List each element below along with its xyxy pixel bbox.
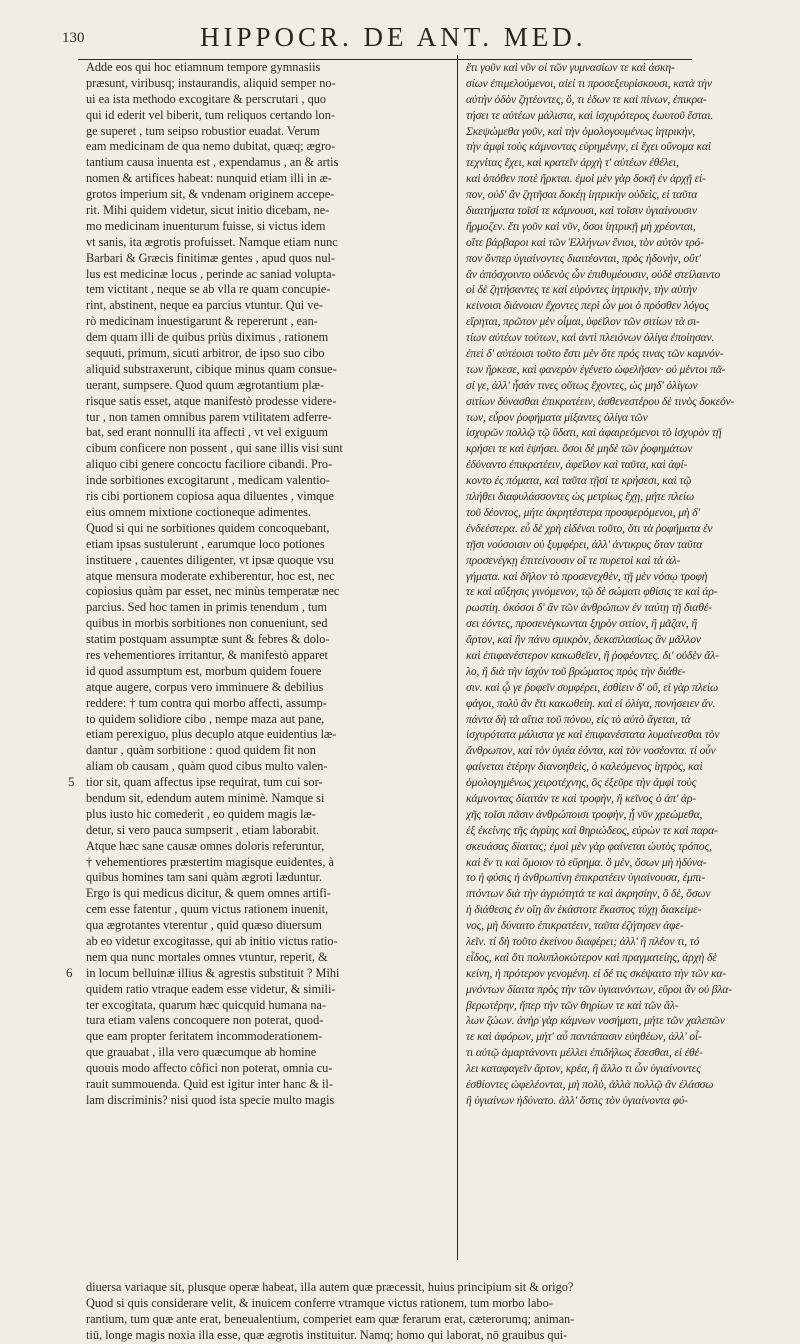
greek-text-line: των, εὗρον ῥοφήματα μίξαντες ὀλίγα τῶν [466, 410, 648, 424]
greek-text-line: καὶ ὁπόθεν ποτὲ ἤρκται. ἐμοὶ μὲν γὰρ δοκῆ ἐν ἀρχῇ εἰ- [466, 172, 706, 186]
latin-text-line: atque augere, corpus vero imminuere & debilius [86, 679, 324, 694]
latin-text-line: ris cibi portionem copiosa aqua diluentes , vimque [86, 489, 334, 504]
page-header [0, 20, 800, 60]
greek-text-line: κοντο ἐς πόματα, καὶ ταῦτα τῇσί τε κρήσεσι, καὶ τῷ [466, 474, 692, 488]
latin-text-line: ui ea ista methodo excogitare & perscrutari , quo [86, 91, 327, 106]
running-head: HIPPOCR. DE ANT. MED. [200, 22, 587, 52]
latin-text-line: ge superet , tum seipso robustior euadat. Verum [86, 123, 320, 138]
latin-text-line: atque mensura moderate exhiberentur, hoc est, nec [86, 568, 335, 583]
latin-text-line: ter excogitata, quarum hæc quicquid humana na- [86, 997, 327, 1012]
greek-text-line: τεχνίτας ἔχει, καὶ κρατεῖν ἀρχὴ τ' αὐτέων ἐθέλει, [466, 156, 679, 170]
greek-text-line: πάντα δὴ τὰ αἴτια τοῦ πόνου, εἰς τὸ αὐτὸ ἄγεται, τὰ [466, 712, 691, 726]
latin-text-line: dem quam illi de quibus priùs diximus , rationem [86, 330, 329, 345]
footer-text-line: tiū, longe magis noxia illa esse, quæ ægrotis instituitur. Namq; homo qui laborat, nō grauibus qui- [86, 1327, 568, 1342]
latin-text-line: res vehementiores irritantur, & manifestò apparet [86, 647, 328, 662]
latin-text-line: eius omnem mixtione coctioneque adimentes. [86, 504, 312, 519]
latin-text-line: Quod si qui ne sorbitiones quidem concoquebant, [86, 520, 330, 535]
latin-text-line: que eam propter feritatem incommoderationem- [86, 1029, 323, 1044]
greek-text-line: τι αὐτῷ ἁμαρτάνοντι μέλλει ἐπιδήλως ἔσεσθαι, εἰ ἐθέ- [466, 1046, 703, 1060]
greek-text-line: ἄνθρωπον, καὶ τὸν ὑγιέα ἐόντα, καὶ τὸν νοσέοντα. τί οὖν [466, 744, 716, 758]
greek-text-line: λων ζώων. ἀνὴρ γὰρ κάμνων νοσήματι, μήτε τῶν χαλεπῶν [466, 1014, 725, 1028]
latin-text-line: tior sit, quam affectus ipse requirat, tum cui sor- [86, 775, 323, 790]
greek-text-line: ἰσχυρότατα μάλιστα γε καὶ ἐπιφανέστατα λυμαίνεσθαι τὸν [466, 728, 720, 742]
latin-text-line: aliam ob causam , quàm quod cibus multo valen- [86, 759, 328, 774]
latin-text-line: tura etiam valens concoquere non poterat, quod- [86, 1013, 324, 1028]
latin-text-line: quouis modo affecto côfici non poterat, omnia cu- [86, 1061, 333, 1076]
latin-text-line: in locum belluinæ illius & agrestis substituit ? Mihi [86, 965, 340, 980]
latin-text-line: aliquo cibi genere concoctu faciliore cibandi. Pro- [86, 457, 333, 472]
greek-text-line: ἄρτον, καὶ ἢν πάνυ σμικρὸν, δεκαπλασίως ἂν μᾶλλον [466, 633, 701, 647]
latin-text-line: mo medicinam inuenturum fuisse, si victus idem [86, 218, 326, 233]
latin-text-line: uerant, sumpsere. Quod quum ægrotantium plæ- [86, 377, 325, 392]
latin-text-line: præsunt, viribusq; instaurandis, aliquid semper no- [86, 75, 336, 90]
greek-text-line: ἐδύναντο ἐπικρατέειν, ἀφεῖλον καὶ ταῦτα, καὶ ἀφί- [466, 458, 688, 472]
latin-text-line: vt sanis, ita ægrotis profuisset. Namque etiam nunc [86, 234, 338, 249]
greek-text-line: σιτίων δύνασθαι ἐπικρατέειν, ἀσθενεστέρου δὲ τινὸς δοκεόν- [466, 394, 735, 408]
greek-text-line: Σκεψώμεθα γοῦν, καὶ τὴν ὁμολογουμένως ἰητρικὴν, [466, 124, 696, 138]
greek-text-line: φαίνεται ἑτέρην διανοηθεὶς, ὁ καλεόμενος ἰητρὸς, καὶ [466, 760, 703, 774]
latin-text-line: etiam ipsas sustulerunt , earumque loco potiones [86, 536, 325, 551]
latin-column [86, 60, 450, 1109]
greek-text-line: τήσει τε αὐτέων μάλιστα, καὶ ἰσχυρότερος ἑωυτοῦ ἔσται. [466, 108, 714, 122]
latin-text-line: rint, abstinent, neque ea parcius vtuntur. Qui ve- [86, 298, 323, 313]
latin-text-line: bendum sit, edendum autem minimè. Namque si [86, 790, 325, 805]
latin-text-line: etiam perexiguo, plus decuplo atque euidentius læ- [86, 727, 337, 742]
greek-text-line: κάμνοντας δίαιτάν τε καὶ τροφὴν, ἢ κεῖνος ὁ ἀπ' ἀρ- [466, 791, 696, 805]
greek-text-line: σει ἐόντες, προσενέγκωνται ξηρὸν σιτίον, ἢ μᾶζαν, ἢ [466, 617, 698, 631]
greek-text-line: πον ὅνπερ ὑγιαίνοντες διαιτέονται, πρὸς ἡδονὴν, οὔτ' [466, 251, 701, 265]
latin-text-line: detur, si vero pauca sumpserit , etiam laborabit. [86, 822, 320, 837]
latin-text-line: to quidem solidiore cibo , nempe maza aut pane, [86, 711, 325, 726]
greek-text-line: ρωστίη. ὁκόσοι δ' ἂν τῶν ἀνθρώπων ἐν ταύτῃ τῇ διαθέ- [466, 601, 712, 615]
latin-text-line: Adde eos qui hoc etiamnum tempore gymnasiis [86, 60, 321, 74]
latin-text-line: qua ægrotantes vterentur , quid quæso diuersum [86, 918, 322, 933]
greek-text-line: σίων ἐπιμελούμενοι, αἰεί τι προσεξευρίσκουσι, κατὰ τὴν [466, 76, 712, 90]
latin-text-line: aliquid substraxerunt, cibique minus quam consue- [86, 361, 337, 376]
greek-text-line: μνόντων δίαιτα πρὸς τὴν τῶν ὑγιαινόντων, εὕροι ἂν οὐ βλα- [466, 982, 732, 996]
greek-text-line: τε καὶ ἀφόρων, μήτ' αὖ παντάπασιν εὐηθέων, ἀλλ' οἷ- [466, 1030, 702, 1044]
greek-column [466, 60, 764, 1109]
latin-text-line: bat, sed erant nonnulli ita affecti , vt vel exiguum [86, 425, 328, 440]
greek-text-line: λο, ἢ διὰ τὴν ἰσχὺν τοῦ βρώματος πρὸς τὴν διάθε- [466, 664, 686, 678]
greek-text-line: κείνοισι διάνοιαν ἔχοντες περὶ ὧν μοι ὁ πρόσθεν λόγος [466, 299, 709, 313]
latin-text-line: nem qua nunc mortales omnes vtuntur, reperit, & [86, 949, 328, 964]
greek-text-line: φάγοι, πολὺ ἂν ἔτι κακωθείη. καὶ εἰ ὀλίγα, πονήσειεν ἄν. [466, 696, 716, 710]
latin-text-line: rit. Mihi quidem videtur, sicut initio dicebam, ne- [86, 203, 330, 218]
greek-text-line: οἵτε βάρβαροι καὶ τῶν Ἑλλήνων ἔνιοι, τὸν αὐτὸν τρό- [466, 235, 704, 249]
latin-text-line: reddere: † tum contra qui morbo affecti, assump- [86, 695, 327, 710]
greek-text-line: σί γε, ἀλλ' ἦσάν τινες οὕτως ἔχοντες, ὡς μηδ' ὀλίγων [466, 378, 698, 392]
greek-text-line: σκευάσας δίαιτας; ἐμοὶ μὲν γὰρ φαίνεται ὡυτὸς τρόπος, [466, 839, 712, 853]
greek-text-line: ἰσχυρῶν πολλῷ τῷ ὕδατι, καὶ ἀφαιρεόμενοι τὸ ἰσχυρὸν τῇ [466, 426, 722, 440]
greek-text-line: ἡ διάθεσις ἐν οἵῃ ἂν ἑκάστοτε ἕκαστος τύχῃ διακείμε- [466, 903, 702, 917]
greek-text-line: διαιτήματα τοῖσί τε κάμνουσι, καὶ τοῖσιν ὑγιαίνουσιν [466, 204, 697, 218]
greek-text-line: καὶ ἕν τι καὶ ὅμοιον τὸ εὕρημα. ὃ μὲν, ὅσων μὴ ἠδύνα- [466, 855, 707, 869]
greek-text-line: ἥρμοζεν. ἔτι γοῦν καὶ νῦν, ὅσοι ἰητρικῇ μὴ χρέονται, [466, 219, 696, 233]
latin-text-line: id quod assumptum est, morbum quidem fouere [86, 663, 322, 678]
latin-text-line: rò medicinam inuestigarunt & repererunt , ean- [86, 314, 318, 329]
greek-text-line: καὶ ἐπιφανέστερον κακωθεῖεν, ἢ ῥοφέοντες. δι' οὐδὲν ἄλ- [466, 648, 719, 662]
margin-number: 5 [68, 774, 75, 789]
latin-text-line: copiosius quàm par esset, nec minùs temperatæ nec [86, 584, 340, 599]
greek-text-line: τῇσι νούσοισιν οὐ ξυμφέρει, ἀλλ' ἀντικρυς ὅταν ταῦτα [466, 537, 703, 551]
greek-text-line: βερωτέρην, ἤπερ τὴν τῶν θηρίων τε καὶ τῶν ἄλ- [466, 998, 679, 1012]
latin-text-line: risque satis esset, atque manifestò prodesse videre- [86, 393, 337, 408]
latin-text-line: cibum conficere non possent , qui sane illis visi sunt [86, 441, 343, 456]
greek-text-line: γήματα. καὶ δῆλον τὸ προσενεχθὲν, τῇ μὲν νόσῳ τροφὴ [466, 569, 708, 583]
latin-text-line: plus iusto hic comederit , eo quidem magis læ- [86, 806, 316, 821]
page-number: 130 [62, 30, 85, 46]
greek-text-line: πον, οὐδ' ἂν ζητῆσαι δοκέῃ ἰητρικὴν οὐδεὶς, εἰ ταῦτα [466, 188, 698, 202]
latin-text-line: † vehementiores præstertim magisque euidentes, à [86, 854, 334, 869]
column-divider [457, 55, 458, 1260]
greek-text-line: ἐνδεέστερα. εὖ δὲ χρὴ εἰδέναι τοῦτο, ὅτι τὰ ῥοφήματα ἐν [466, 521, 713, 535]
margin-number: 6 [66, 965, 73, 980]
latin-text-line: Barbari & Græcis finitimæ gentes , apud quos nul- [86, 250, 335, 265]
greek-text-line: τε καὶ αὔξησις γινόμενον, τῷ δὲ σώματι φθίσις τε καὶ ἀρ- [466, 585, 718, 599]
footer-text-line: rantium, tum quæ ante erat, beneualentium, comperiet eam quæ ferarum erat, cæterorumq; animan- [86, 1311, 575, 1326]
greek-text-line: τοῦ δέοντος, μήτε ἀκρητέστερα προσφερόμενοι, μὴ δ' [466, 505, 700, 519]
greek-text-line: το ἡ φύσις ἡ ἀνθρωπίνη ἐπικρατέειν ὑγιαίνουσα, ἐμπι- [466, 871, 706, 885]
latin-text-line: quidem ratio vtraque eadem esse videtur, & simili- [86, 981, 336, 996]
greek-text-line: λεῖν. τί δὴ τοῦτο ἐκείνου διαφέρει; ἀλλ' ἢ πλέον τι, τό [466, 934, 700, 948]
latin-text-line: Ergo is qui medicus dicitur, & quem omnes artifi- [86, 886, 331, 901]
full-width-footer-text [86, 1280, 766, 1344]
latin-text-line: eam medicinam de qua nemo dubitat, quæq; ægro- [86, 139, 336, 154]
greek-text-line: κρήσει τε καὶ ἑψήσει. ὅσοι δὲ μηδὲ τῶν ῥοφημάτων [466, 442, 693, 456]
greek-text-line: νος, μὴ δύναιτο ἐπικρατέειν, ταῦτα ἐζήτησεν ἀφε- [466, 919, 684, 933]
latin-text-line: inde sorbitiones excogitarunt , medicam valentio- [86, 473, 330, 488]
latin-text-line: tantium causa inuenta est , expendamus , an & artis [86, 155, 339, 170]
greek-text-line: προσενέγκῃ ἐπιτείνουσιν οἵ τε πυρετοὶ καὶ τὰ ἀλ- [466, 553, 681, 567]
greek-text-line: ἂν ἀπόσχοιντο οὐδενὸς ὧν ἐπιθυμέουσιν, οὐδὲ στείλαιντο [466, 267, 721, 281]
greek-text-line: σιν. καὶ ᾧ γε ῥοφεῖν συμφέρει, ἐσθίειν δ' οὔ, εἰ γὰρ πλείω [466, 680, 719, 694]
latin-text-line: statim postquam assumptæ sunt & febres & dolo- [86, 632, 330, 647]
greek-text-line: ἐσθίοντες ὠφελέονται, μὴ πολὺ, ἀλλὰ πολλῷ ἂν ἐλάσσω [466, 1078, 714, 1091]
greek-text-line: πτόντων διὰ τὴν ἀγριότητά τε καὶ ἀκρησίην, ὃ δὲ, ὅσων [466, 887, 711, 901]
greek-text-line: των ἤρκεσε, καὶ φανερὸν ἐγένετο ὠφελῆσαν· οὐ μέντοι πᾶ- [466, 362, 726, 376]
latin-text-line: Atque hæc sane causæ omnes doloris referuntur, [86, 838, 325, 853]
latin-text-line: que grauabat , illa vero quæcumque ab homine [86, 1045, 317, 1060]
footer-text-line: diuersa variaque sit, plusque operæ habeat, illa autem quæ præcessit, huius principium sit & origo? [86, 1280, 574, 1294]
greek-text-line: τίων αὐτέων τούτων, καὶ ἀντὶ πλειόνων ὀλίγα ἐποίησαν. [466, 331, 715, 345]
latin-text-line: dantur , quàm sorbitione : quod quidem fit non [86, 743, 316, 758]
latin-text-line: rauit summouenda. Quid est igitur inter hanc & il- [86, 1077, 333, 1091]
greek-text-line: εἴρηται, πρῶτον μὲν οἶμαι, ὑφεῖλον τῶν σιτίων τὰ σι- [466, 315, 700, 329]
greek-text-line: ἐπεὶ δ' αὐτέοισι τοῦτο ἔστι μὲν ὅτε πρός τινας τῶν καμνόν- [466, 347, 724, 361]
greek-text-line: οἱ δὲ ζητήσαντες τε καὶ εὑρόντες ἰητρικὴν, τὴν αὐτὴν [466, 283, 697, 297]
greek-text-line: ἢ ὑγιαίνων ἠδύνατο. ἀλλ' ὅστις τὸν ὑγιαίνοντα φύ- [466, 1093, 688, 1107]
greek-text-line: εἶδος, καὶ ὅτι πολυπλοκώτερον καὶ πραγματείης, ἀρχὴ δὲ [466, 950, 717, 964]
latin-text-line: quibus in morbis sorbitiones non conueniunt, sed [86, 616, 328, 631]
latin-text-line: cem esse fatentur , quum victus rationem inuenit, [86, 902, 329, 917]
greek-text-line: ἐξ ἐκείνης τῆς ἀγρίης καὶ θηριώδεος, εὑρὼν τε καὶ παρα- [466, 823, 718, 837]
greek-text-line: χῆς τοῖσι πᾶσιν ἀνθρώποισι τροφὴν, ᾗ νῦν χρεώμεθα, [466, 807, 703, 821]
greek-text-line: λει καταφαγεῖν ἄρτον, κρέα, ἢ ἄλλο τι ὧν ὑγιαίνοντες [466, 1062, 701, 1076]
greek-text-line: ὁμολογημένως χειροτέχνης, ὃς ἐξεῦρε τὴν ἀμφὶ τοὺς [466, 776, 697, 790]
greek-text-line: κείνη, ἡ πρότερον γενομένη. εἰ δέ τις σκέψαιτο τὴν τῶν κα- [466, 966, 727, 980]
greek-text-line: πλήθει διαφυλάσσοντες ὡς μετρίως ἔχῃ, μήτε πλείω [466, 490, 695, 504]
latin-text-line: tem victitant , neque se ab vlla re quam concupie- [86, 282, 331, 297]
latin-text-line: lam discriminis? nisi quod ista specie multo magis [86, 1092, 335, 1107]
greek-text-line: ἔτι γοῦν καὶ νῦν οἱ τῶν γυμνασίων τε καὶ ἀσκη- [466, 61, 675, 74]
latin-text-line: grotos imperium sit, & vndenam originem accepe- [86, 187, 335, 202]
latin-text-line: lus est medicinæ locus , perinde ac saniad volupta- [86, 266, 336, 281]
latin-text-line: instituere , cauentes diligenter, vt ipsæ quoque vsu [86, 552, 334, 567]
latin-text-line: quibus homines tam sani quàm ægroti læduntur. [86, 870, 323, 885]
latin-text-line: ab eo videtur excogitasse, qui ab initio victus ratio- [86, 933, 338, 948]
latin-text-line: tur , non tamen omnibus parem vtilitatem adferre- [86, 409, 332, 424]
latin-text-line: qui id ederit vel biberit, tum reliquos certando lon- [86, 107, 335, 122]
latin-text-line: parcius. Sed hoc tamen in primis tenendum , tum [86, 600, 328, 615]
greek-text-line: αὐτὴν ὁδὸν ζητέοντες, ὅ, τι ἐδων τε καὶ πίνων, ἐπικρα- [466, 92, 707, 106]
greek-text-line: τὴν ἀμφὶ τοὺς κάμνοντας εὑρημένην, εἰ ἔχει οὔνομα καὶ [466, 140, 711, 154]
footer-text-line: Quod si quis considerare velit, & inuicem conferre vtramque victus rationem, tum morbo labo- [86, 1295, 553, 1310]
latin-text-line: sequuti, primum, sicuti arbitror, de ipso suo cibo [86, 346, 325, 361]
latin-text-line: nomen & artifices habeat: nunquid etiam illi in æ- [86, 171, 332, 186]
